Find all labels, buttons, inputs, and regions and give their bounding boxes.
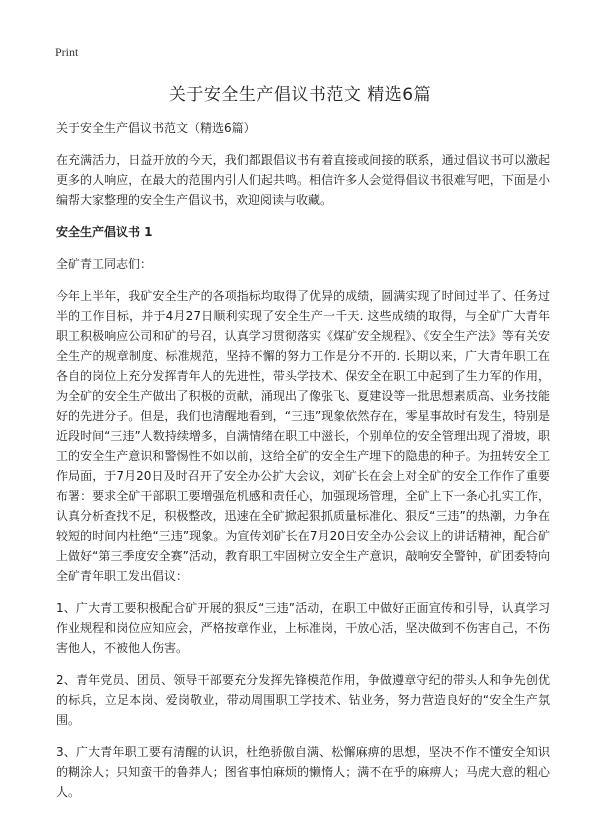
article-body [56, 118, 550, 812]
body-paragraph: 今年上半年，我矿安全生产的各项指标均取得了优异的成绩，圆满实现了时间过半了、任务过半的工作目标，并于4月27日顺利实现了安全生产一千天. 这些成绩的取得，与全矿广大青年职工积极响应公司和矿的号召，认真学习贯彻落实《煤矿安全规程》、《安全生产法》等有关安全生产的规章制度、标准规范，坚持不懈的努力工作是分不开的. 长期以来，广大青年职工在各自的岗位上充分发挥青年人的先进性，带头学技术、保安全在职工中起到了生力军的作用，为全矿的安全生产做出了积极的贡献，涌现出了像张飞、夏建设等一批思想素质高、业务技能好的先进分子。但是，我们也清醒地看到，“三违”现象依然存在，零星事故时有发生，特别是近段时间“三违”人数持续增多，自满情绪在职工中滋长，个别单位的安全管理出现了滑坡，职工的安全生产意识和警惕性不如以前，这给全矿的安全生产埋下的隐患的种子。为扭转安全工作局面，于7月20日及时召开了安全办公扩大会议，刘矿长在会上对全矿的安全工作作了重要布署：要求全矿干部职工要增强危机感和责任心，加强现场管理，全矿上下一条心扎实工作，认真分析查找不足，积极整改，迅速在全矿掀起狠抓质量标准化、狠反“三违”的热潮，力争在较短的时间内杜绝“三违”现象。为宣传刘矿长在7月20日安全办公会议上的讲话精神，配合矿上做好“第三季度安全赛”活动，教育职工牢固树立安全生产意识，敲响安全警钟，矿团委特向全矿青年职工发出倡议： [56, 289, 550, 583]
salutation: 全矿青工同志们： [56, 257, 153, 271]
proposal-item: 2、青年党员、团员、领导干部要充分发挥先锋模范作用，争做遵章守纪的带头人和争先创优的标兵，立足本岗、爱岗敬业，带动周围职工学技术、钻业务，努力营造良好的“安全生产氛围。 [56, 673, 550, 727]
intro-paragraph: 在充满活力，日益开放的今天，我们都跟倡议书有着直接或间接的联系，通过倡议书可以激起更多的人响应，在最大的范围内引人们起共鸣。相信许多人会觉得倡议书很难写吧，下面是小编帮大家整理的安全生产倡议书，欢迎阅读与收藏。 [56, 153, 550, 207]
print-link[interactable]: Print [55, 45, 79, 59]
page-title: 关于安全生产倡议书范文 精选6篇 [168, 85, 432, 105]
proposal-item: 1、广大青工要积极配合矿开展的狠反“三违”活动，在职工中做好正面宣传和引导，认真学习作业规程和岗位应知应会，严格按章作业，上标准岗，干放心活，坚决做到不伤害自己，不伤害他人，不被他人伤害。 [56, 601, 550, 655]
proposal-item: 3、广大青年职工要有清醒的认识，杜绝骄傲自满、松懈麻痹的思想，坚决不作不懂安全知识的糊涂人；只知蛮干的鲁莽人；图省事怕麻烦的懒惰人；满不在乎的麻痹人；马虎大意的粗心人。 [56, 745, 550, 799]
section-heading: 安全生产倡议书 1 [56, 225, 153, 239]
article-subtitle: 关于安全生产倡议书范文（精选6篇） [56, 121, 256, 135]
